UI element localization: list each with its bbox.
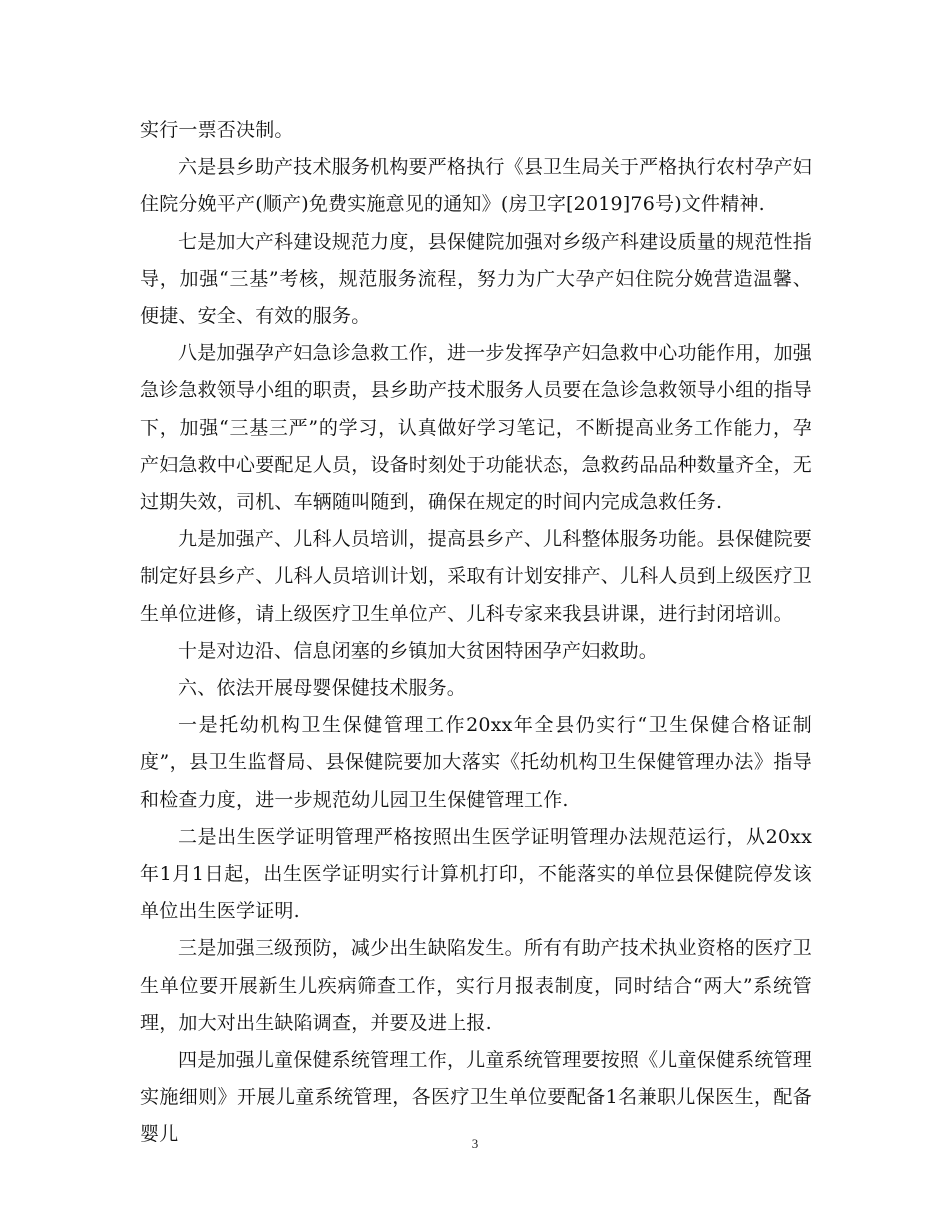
paragraph-item-six: 六是县乡助产技术服务机构要严格执行《县卫生局关于严格执行农村孕产妇住院分娩平产(顺产)免费实施意见的通知》(房卫字[2019]76号)文件精神.	[140, 156, 812, 216]
paragraph-sub-three: 三是加强三级预防，减少出生缺陷发生。所有有助产技术执业资格的医疗卫生单位要开展新生儿疾病筛查工作，实行月报表制度，同时结合“两大”系统管理，加大对出生缺陷调查，并要及进上报.	[140, 937, 812, 1034]
paragraph-item-ten: 十是对边沿、信息闭塞的乡镇加大贫困特困孕产妇救助。	[178, 639, 659, 662]
paragraph-sub-two: 二是出生医学证明管理严格按照出生医学证明管理办法规范运行，从20xx年1月1日起，出生医学证明实行计算机打印，不能落实的单位县保健院停发该单位出生医学证明.	[140, 825, 812, 923]
paragraph-sub-one: 一是托幼机构卫生保健管理工作20xx年全县仍实行“卫生保健合格证制度”，县卫生监督局、县保健院要加大落实《托幼机构卫生保健管理办法》指导和检查力度，进一步规范幼儿园卫生保健管理工作.	[140, 714, 812, 811]
paragraph-item-nine: 九是加强产、儿科人员培训，提高县乡产、儿科整体服务功能。县保健院要制定好县乡产、儿科人员培训计划，采取有计划安排产、儿科人员到上级医疗卫生单位进修，请上级医疗卫生单位产、儿科专家来我县讲课，进行封闭培训。	[140, 528, 813, 625]
document-body	[140, 112, 812, 1154]
section-heading-six: 六、依法开展母婴保健技术服务。	[178, 677, 467, 700]
paragraph-item-seven: 七是加大产科建设规范力度，县保健院加强对乡级产科建设质量的规范性指导，加强“三基”考核，规范服务流程，努力为广大孕产妇住院分娩营造温馨、便捷、安全、有效的服务。	[140, 230, 812, 328]
page-number: 3	[471, 1136, 479, 1151]
paragraph-item-eight: 八是加强孕产妇急诊急救工作，进一步发挥孕产妇急救中心功能作用，加强急诊急救领导小组的职责，县乡助产技术服务人员要在急诊急救领导小组的指导下，加强“三基三严”的学习，认真做好学习笔记，不断提高业务工作能力，孕产妇急救中心要配足人员，设备时刻处于功能状态，急救药品品种数量齐全，无过期失效，司机、车辆随叫随到，确保在规定的时间内完成急救任务.	[140, 342, 813, 514]
paragraph-sub-four: 四是加强儿童保健系统管理工作，儿童系统管理要按照《儿童保健系统管理实施细则》开展儿童系统管理，各医疗卫生单位要配备1名兼职儿保医生，配备婴儿	[140, 1049, 812, 1146]
paragraph-continuation: 实行一票否决制。	[140, 119, 294, 141]
